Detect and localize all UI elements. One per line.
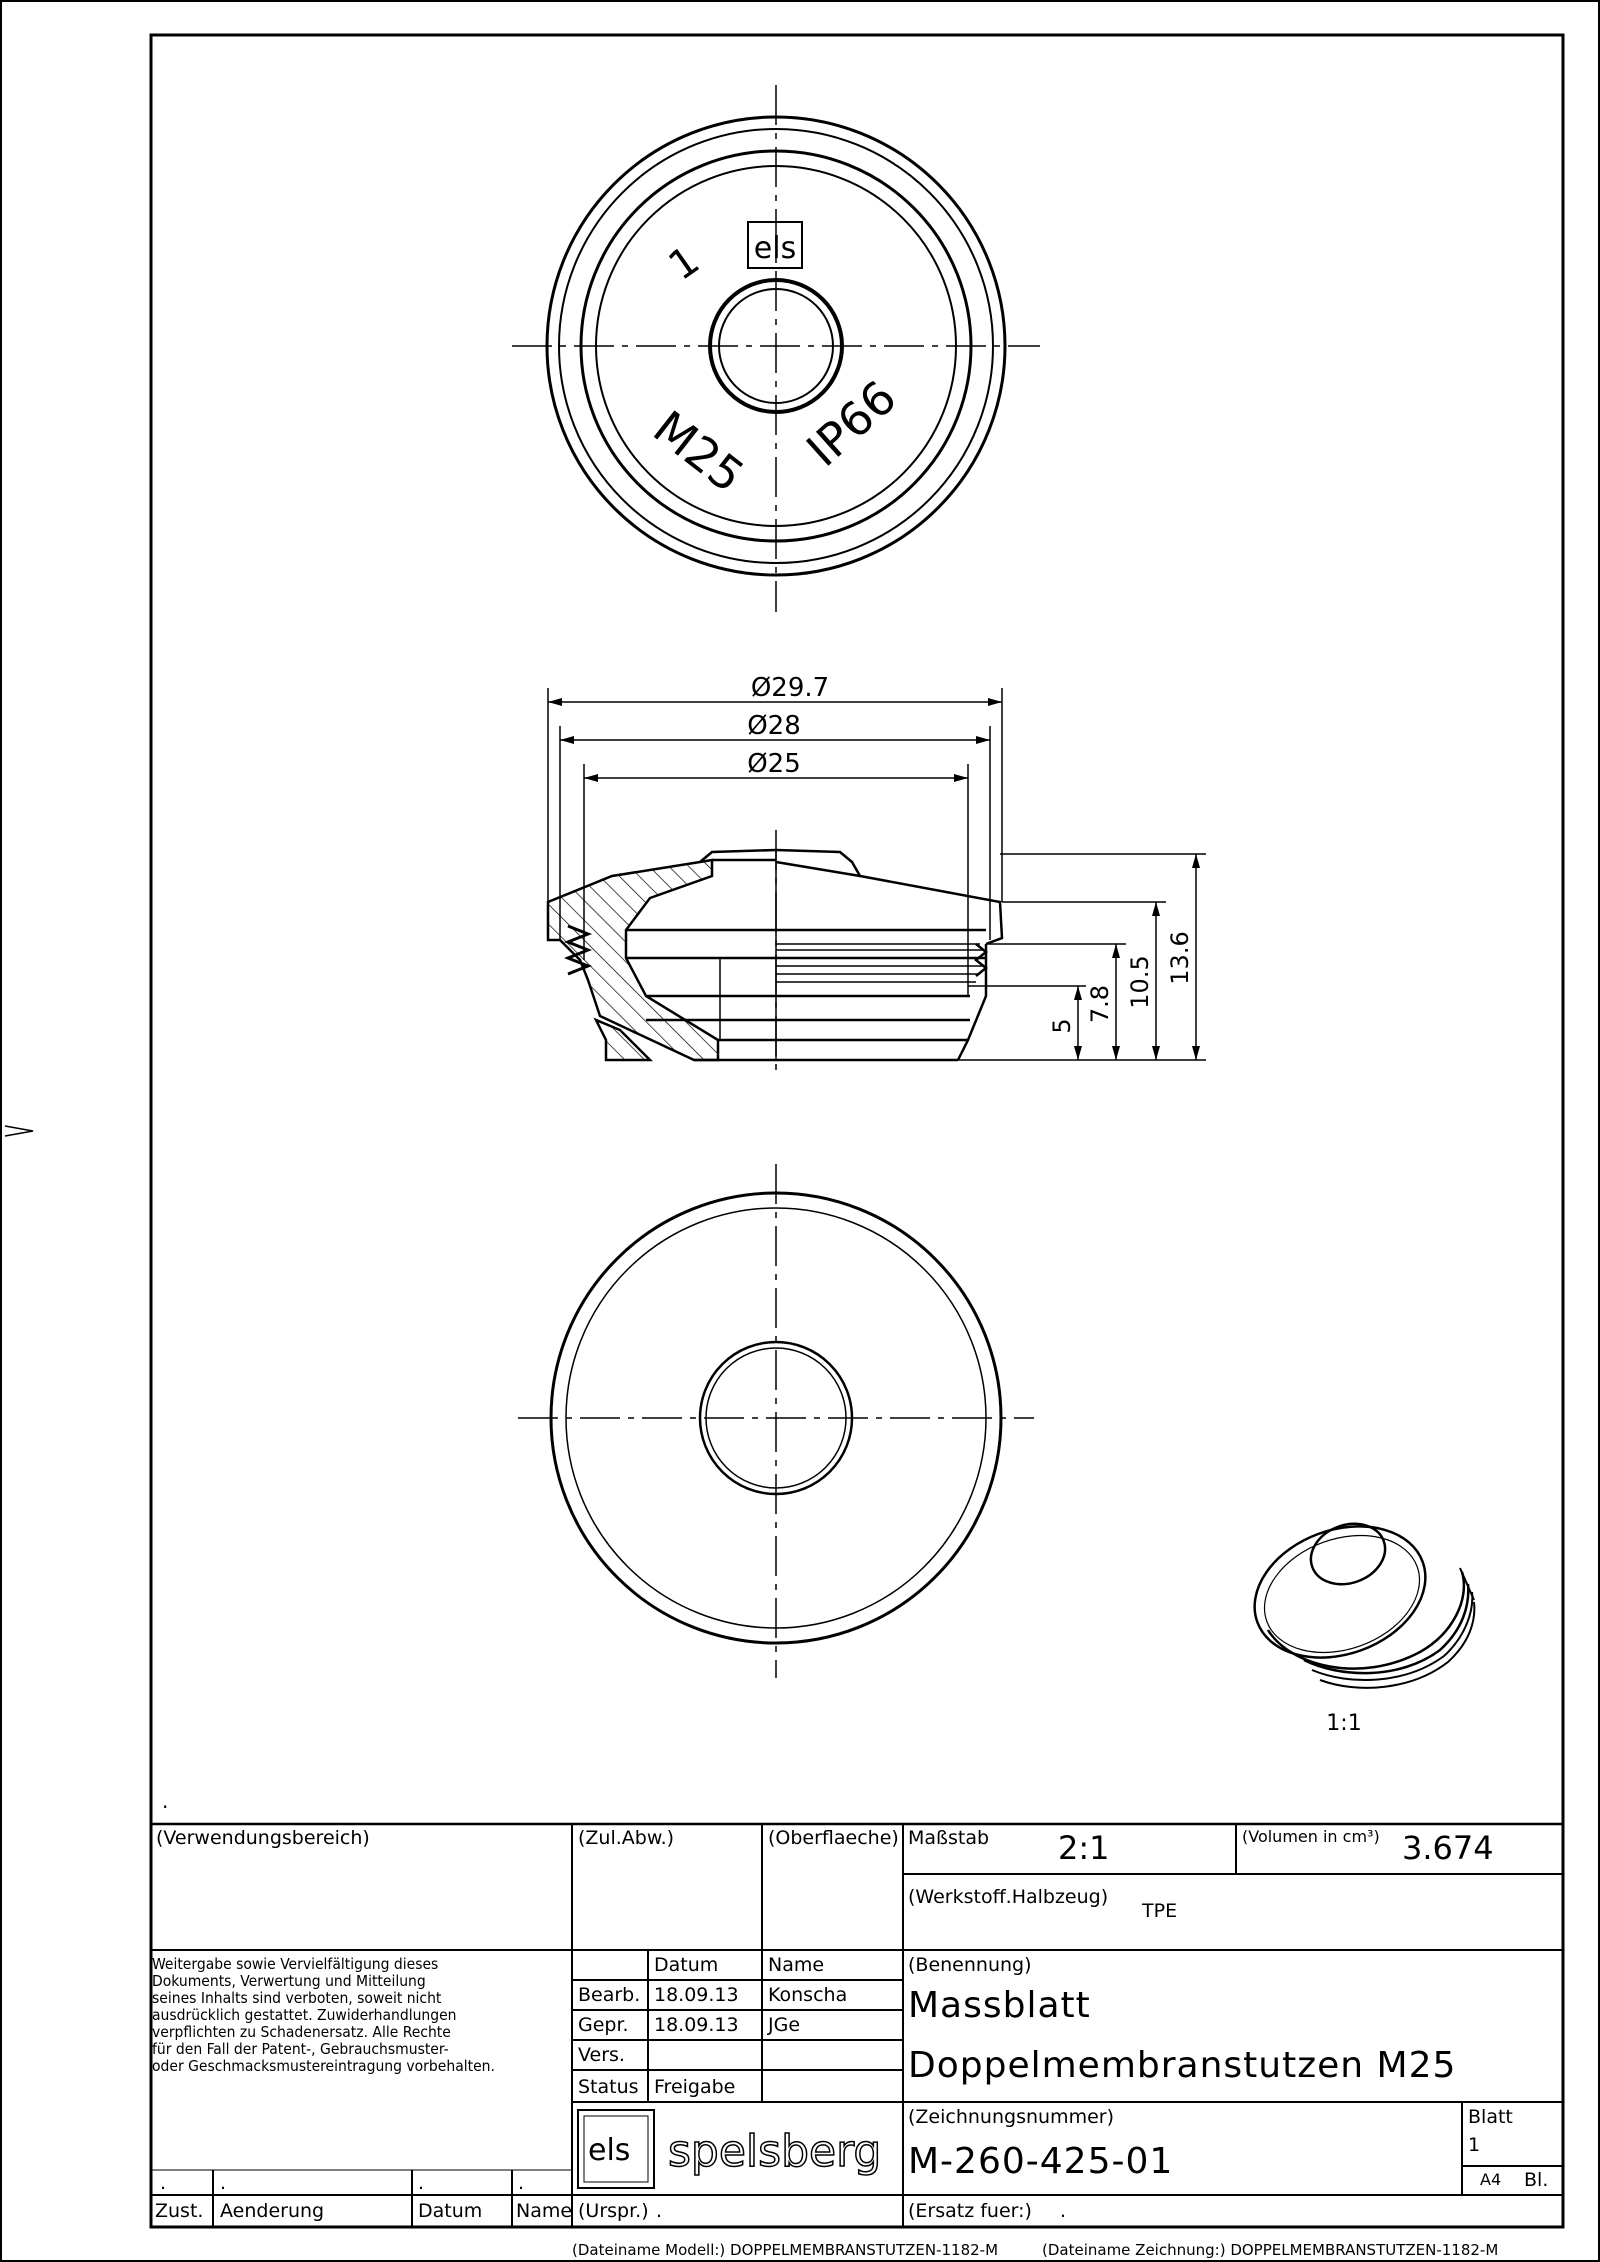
page-border bbox=[1, 1, 1599, 2261]
scale-value: 2:1 bbox=[1058, 1829, 1110, 1867]
col-name-header: Name bbox=[768, 1954, 825, 1976]
top-mark-number: 1 bbox=[660, 237, 708, 290]
row-label-gepr: Gepr. bbox=[578, 2014, 629, 2036]
company-logo-left: els bbox=[588, 2133, 631, 2168]
tolerance-label: (Zul.Abw.) bbox=[578, 1827, 675, 1849]
status-value: Freigabe bbox=[654, 2076, 736, 2098]
isometric-view bbox=[1236, 1504, 1474, 1688]
row-name-bearb: Konscha bbox=[768, 1984, 848, 2006]
change-dot-3: . bbox=[418, 2172, 425, 2194]
dim-h3: 10.5 bbox=[1126, 955, 1154, 1009]
designation-line2: Doppelmembranstutzen M25 bbox=[908, 2045, 1457, 2086]
change-dot-1: . bbox=[160, 2172, 167, 2194]
surface-label: (Oberflaeche) bbox=[768, 1827, 899, 1849]
top-mark-protection: IP66 bbox=[796, 370, 907, 477]
replace-value: . bbox=[1060, 2200, 1067, 2222]
iso-scale-label: 1:1 bbox=[1326, 1711, 1362, 1736]
origin-label: (Urspr.) bbox=[578, 2200, 649, 2222]
dim-h4: 13.6 bbox=[1166, 931, 1194, 985]
footer-model-file: (Dateiname Modell:) DOPPELMEMBRANSTUTZEN-1182-M bbox=[572, 2241, 999, 2259]
top-view bbox=[512, 85, 1040, 612]
bottom-view bbox=[518, 1164, 1034, 1678]
row-label-vers: Vers. bbox=[578, 2044, 625, 2066]
centering-mark bbox=[5, 1126, 33, 1136]
change-dot-4: . bbox=[518, 2172, 525, 2194]
volume-label: (Volumen in cm³) bbox=[1242, 1827, 1380, 1846]
change-header-date: Datum bbox=[418, 2200, 483, 2222]
legal-notice: Weitergabe sowie Vervielfältigung dieses Dokuments, Verwertung und Mitteilung seines Inhalts sind verboten, soweit nicht ausdrücklich gestattet. Zuwiderhandlungen verpflichten zu Schadenersatz. Alle Rechte für den Fall der Patent-, Gebrauchsmuster- oder Geschmacksmustereintragung vorbehalten. bbox=[152, 1955, 495, 2075]
row-label-bearb: Bearb. bbox=[578, 1984, 641, 2006]
company-logo-right: spelsberg bbox=[668, 2126, 882, 2177]
sheet-size: A4 bbox=[1480, 2170, 1502, 2189]
row-name-gepr: JGe bbox=[768, 2014, 801, 2036]
col-date-header: Datum bbox=[654, 1954, 719, 1976]
change-dot-2: . bbox=[220, 2172, 227, 2194]
dim-d-mid: Ø28 bbox=[747, 711, 801, 741]
sheet-label: Blatt bbox=[1468, 2106, 1513, 2128]
sheet-value: 1 bbox=[1468, 2134, 1481, 2156]
change-header-name: Name bbox=[516, 2200, 573, 2222]
change-header-zust: Zust. bbox=[155, 2200, 204, 2222]
material-value: TPE bbox=[1142, 1900, 1178, 1922]
volume-value: 3.674 bbox=[1402, 1829, 1494, 1867]
designation-label: (Benennung) bbox=[908, 1954, 1032, 1976]
section-view bbox=[548, 830, 1002, 1070]
material-label: (Werkstoff.Halbzeug) bbox=[908, 1886, 1109, 1908]
dim-h2: 7.8 bbox=[1086, 984, 1114, 1024]
dim-h1: 5 bbox=[1048, 1018, 1076, 1034]
dim-d-inner: Ø25 bbox=[747, 749, 801, 779]
drawing-number: M-260-425-01 bbox=[908, 2141, 1174, 2182]
footer-drawing-file: (Dateiname Zeichnung:) DOPPELMEMBRANSTUTZEN-1182-M bbox=[1042, 2241, 1499, 2259]
change-header-change: Aenderung bbox=[220, 2200, 325, 2222]
scale-label: Maßstab bbox=[908, 1827, 990, 1849]
drawing-number-label: (Zeichnungsnummer) bbox=[908, 2106, 1114, 2128]
top-logo-text: els bbox=[753, 231, 797, 266]
sheet-total-label: Bl. bbox=[1524, 2169, 1549, 2191]
top-mark-thread: M25 bbox=[643, 400, 755, 504]
replace-label: (Ersatz fuer:) bbox=[908, 2200, 1032, 2222]
origin-value: . bbox=[656, 2200, 663, 2222]
row-date-bearb: 18.09.13 bbox=[654, 1984, 739, 2006]
stray-dot: . bbox=[162, 1789, 169, 1813]
row-date-gepr: 18.09.13 bbox=[654, 2014, 739, 2036]
status-label: Status bbox=[578, 2076, 639, 2098]
drawing-frame bbox=[151, 35, 1563, 2227]
dim-d-outer: Ø29.7 bbox=[750, 673, 830, 703]
usage-label: (Verwendungsbereich) bbox=[156, 1827, 370, 1849]
designation-line1: Massblatt bbox=[908, 1985, 1091, 2026]
